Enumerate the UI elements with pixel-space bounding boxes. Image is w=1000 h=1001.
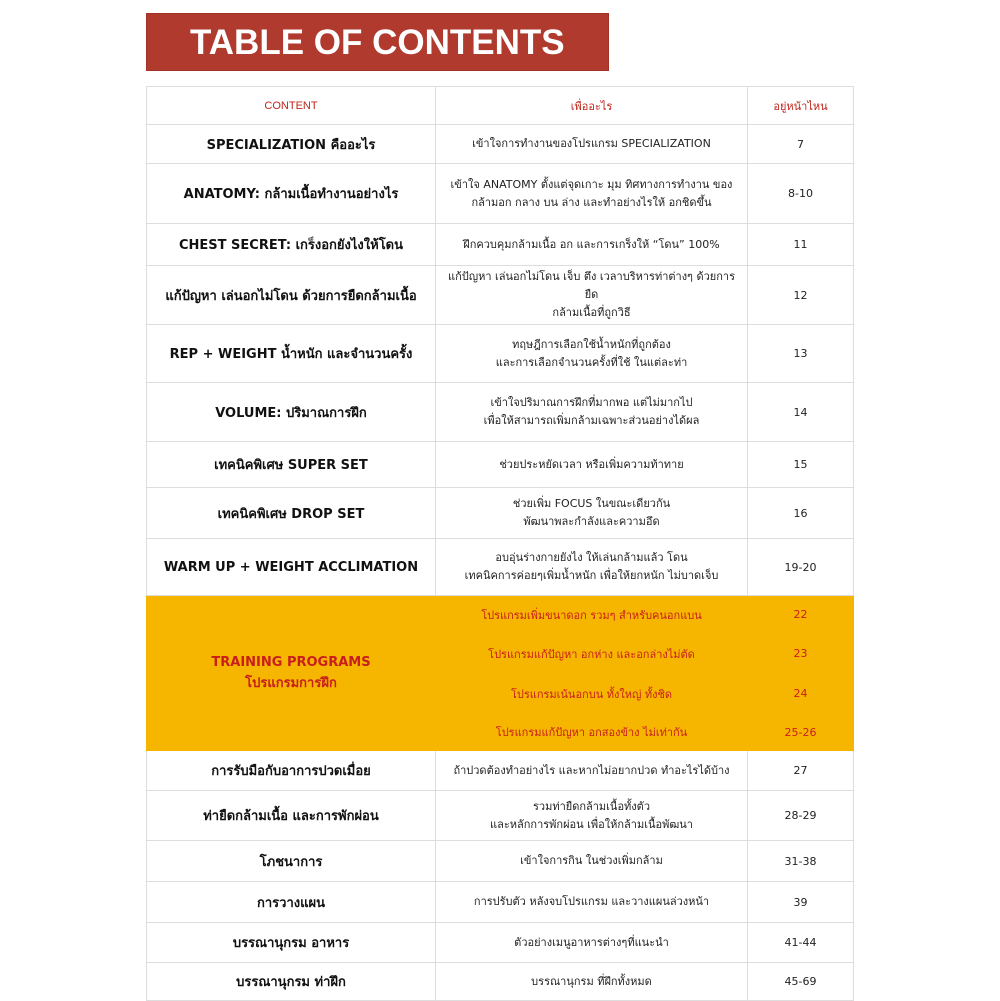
- row-page: 15: [748, 442, 854, 488]
- training-program-row[interactable]: [147, 596, 854, 634]
- row-description-line: กล้ามเนื้อที่ถูกวิธี: [552, 306, 631, 319]
- column-header-page: อยู่หน้าไหน: [748, 87, 854, 125]
- table-row[interactable]: [147, 882, 854, 923]
- row-description-line: แก้ปัญหา เล่นอกไม่โดน เจ็บ ตึง เวลาบริหารท่าต่างๆ ด้วยการยืด: [448, 270, 735, 301]
- page-title: TABLE OF CONTENTS: [190, 23, 565, 62]
- row-description-line: พัฒนาพละกำลังและความอึด: [523, 515, 660, 528]
- table-row[interactable]: [147, 539, 854, 596]
- row-description-line: ตัวอย่างเมนูอาหารต่างๆที่แนะนำ: [514, 935, 669, 949]
- training-program-description: โปรแกรมเน้นอกบน ทั้งใหญ่ ทั้งชิด: [436, 674, 748, 714]
- training-program-page: 23: [748, 634, 854, 674]
- row-title: เทคนิคพิเศษ SUPER SET: [147, 442, 436, 488]
- training-program-page: 25-26: [748, 714, 854, 751]
- table-row[interactable]: [147, 325, 854, 383]
- row-description: [436, 164, 748, 224]
- training-title-en: TRAINING PROGRAMS: [211, 655, 371, 670]
- row-description: [436, 442, 748, 488]
- row-description-line: ช่วยเพิ่ม FOCUS ในขณะเดียวกัน: [512, 497, 671, 510]
- training-programs-title: [147, 596, 436, 751]
- row-page: 39: [748, 882, 854, 923]
- table-row[interactable]: [147, 383, 854, 442]
- row-description-line: เข้าใจปริมาณการฝึกที่มากพอ แต่ไม่มากไป: [490, 396, 693, 409]
- training-title-th: โปรแกรมการฝึก: [245, 676, 337, 691]
- row-description-line: เทคนิคการค่อยๆเพิ่มน้ำหนัก เพื่อให้ยกหนัก ไม่บาดเจ็บ: [464, 569, 719, 582]
- training-program-description: โปรแกรมเพิ่มขนาดอก รวมๆ สำหรับคนอกแบน: [436, 596, 748, 634]
- row-description-line: เพื่อให้สามารถเพิ่มกล้ามเฉพาะส่วนอย่างได้ผล: [483, 414, 700, 427]
- row-description-line: เข้าใจ ANATOMY ตั้งแต่จุดเกาะ มุม ทิศทางการทำงาน ของ: [450, 177, 733, 191]
- row-page: 19-20: [748, 539, 854, 596]
- row-page: 27: [748, 751, 854, 791]
- row-page: 13: [748, 325, 854, 383]
- row-description-line: และการเลือกจำนวนครั้งที่ใช้ ในแต่ละท่า: [495, 355, 688, 369]
- row-description: [436, 963, 748, 1001]
- title-banner: [146, 13, 609, 71]
- table-row[interactable]: [147, 164, 854, 224]
- row-title: การวางแผน: [147, 882, 436, 923]
- training-program-page: 22: [748, 596, 854, 634]
- row-description: [436, 791, 748, 841]
- row-description: [436, 125, 748, 164]
- row-title: CHEST SECRET: เกร็งอกยังไงให้โดน: [147, 224, 436, 266]
- row-title: ANATOMY: กล้ามเนื้อทำงานอย่างไร: [147, 164, 436, 224]
- row-page: 41-44: [748, 923, 854, 963]
- row-description: [436, 751, 748, 791]
- table-row[interactable]: [147, 751, 854, 791]
- row-page: 28-29: [748, 791, 854, 841]
- row-title: WARM UP + WEIGHT ACCLIMATION: [147, 539, 436, 596]
- row-description: [436, 224, 748, 266]
- table-row[interactable]: [147, 841, 854, 882]
- row-page: 45-69: [748, 963, 854, 1001]
- table-row[interactable]: [147, 791, 854, 841]
- row-description: [436, 383, 748, 442]
- row-description-line: กล้ามอก กลาง บน ล่าง และทำอย่างไรให้ อกชิดขึ้น: [471, 195, 712, 209]
- row-description: [436, 488, 748, 539]
- row-description-line: เข้าใจการกิน ในช่วงเพิ่มกล้าม: [520, 854, 663, 867]
- table-row[interactable]: [147, 266, 854, 325]
- row-page: 12: [748, 266, 854, 325]
- row-title: โภชนาการ: [147, 841, 436, 882]
- row-description: [436, 841, 748, 882]
- row-title: แก้ปัญหา เล่นอกไม่โดน ด้วยการยืดกล้ามเนื้อ: [147, 266, 436, 325]
- row-description: [436, 266, 748, 325]
- row-description: [436, 882, 748, 923]
- row-page: 14: [748, 383, 854, 442]
- row-page: 8-10: [748, 164, 854, 224]
- row-title: การรับมือกับอาการปวดเมื่อย: [147, 751, 436, 791]
- row-description-line: ทฤษฎีการเลือกใช้น้ำหนักที่ถูกต้อง: [512, 337, 671, 351]
- row-description-line: บรรณานุกรม ที่ฝึกทั้งหมด: [531, 974, 652, 988]
- row-title: บรรณานุกรม อาหาร: [147, 923, 436, 963]
- row-title: ท่ายืดกล้ามเนื้อ และการพักผ่อน: [147, 791, 436, 841]
- training-program-description: โปรแกรมแก้ปัญหา อกสองข้าง ไม่เท่ากัน: [436, 714, 748, 751]
- table-row[interactable]: [147, 923, 854, 963]
- row-page: 11: [748, 224, 854, 266]
- training-program-description: โปรแกรมแก้ปัญหา อกห่าง และอกล่างไม่ตัด: [436, 634, 748, 674]
- row-description: [436, 325, 748, 383]
- table-header-row: [147, 87, 854, 125]
- table-row[interactable]: [147, 963, 854, 1001]
- row-description-line: ฝึกควบคุมกล้ามเนื้อ อก และการเกร็งให้ “โดน” 100%: [463, 237, 720, 251]
- row-description-line: รวมท่ายืดกล้ามเนื้อทั้งตัว: [532, 799, 650, 813]
- row-description-line: และหลักการพักผ่อน เพื่อให้กล้ามเนื้อพัฒนา: [490, 817, 693, 831]
- column-header-purpose: เพื่ออะไร: [436, 87, 748, 125]
- row-page: 16: [748, 488, 854, 539]
- column-header-content: CONTENT: [147, 87, 436, 125]
- row-description-line: การปรับตัว หลังจบโปรแกรม และวางแผนล่วงหน้า: [473, 895, 710, 908]
- toc-table: [146, 86, 854, 1001]
- row-description: [436, 923, 748, 963]
- row-title: บรรณานุกรม ท่าฝึก: [147, 963, 436, 1001]
- row-description-line: ถ้าปวดต้องทำอย่างไร และหากไม่อยากปวด ทำอะไรได้บ้าง: [453, 763, 730, 777]
- row-description: [436, 539, 748, 596]
- table-row[interactable]: [147, 442, 854, 488]
- row-page: 7: [748, 125, 854, 164]
- table-row[interactable]: [147, 488, 854, 539]
- training-program-page: 24: [748, 674, 854, 714]
- row-page: 31-38: [748, 841, 854, 882]
- row-title: SPECIALIZATION คืออะไร: [147, 125, 436, 164]
- row-title: เทคนิคพิเศษ DROP SET: [147, 488, 436, 539]
- row-description-line: อบอุ่นร่างกายยังไง ให้เล่นกล้ามแล้ว โดน: [495, 551, 688, 564]
- row-description-line: ช่วยประหยัดเวลา หรือเพิ่มความท้าทาย: [499, 457, 684, 471]
- row-title: VOLUME: ปริมาณการฝึก: [147, 383, 436, 442]
- table-row[interactable]: [147, 125, 854, 164]
- table-row[interactable]: [147, 224, 854, 266]
- row-description-line: เข้าใจการทำงานของโปรแกรม SPECIALIZATION: [472, 137, 711, 150]
- row-title: REP + WEIGHT น้ำหนัก และจำนวนครั้ง: [147, 325, 436, 383]
